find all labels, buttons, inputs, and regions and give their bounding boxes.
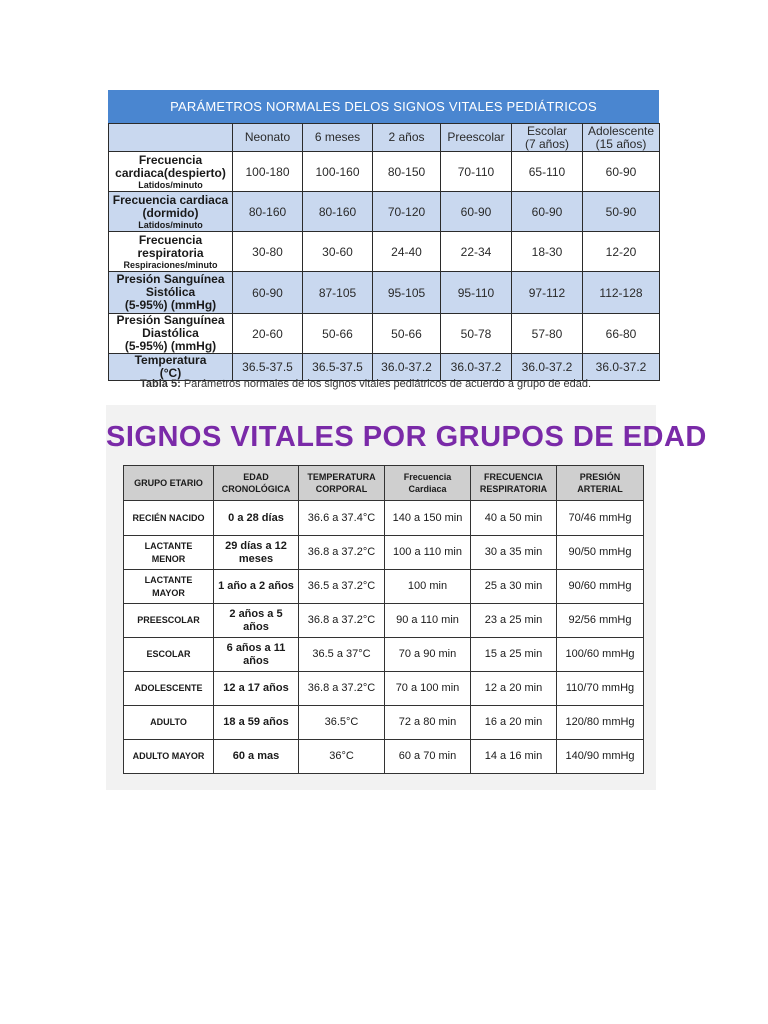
blood-pressure-cell: 90/60 mmHg <box>557 570 644 604</box>
value-cell: 100-160 <box>303 152 373 192</box>
value-cell: 100-180 <box>233 152 303 192</box>
heart-rate-cell: 70 a 100 min <box>385 672 471 706</box>
group-cell: LACTANTE MENOR <box>124 536 214 570</box>
heart-rate-cell: 100 a 110 min <box>385 536 471 570</box>
caption-label: Tabla 5: <box>140 378 181 390</box>
group-cell: ADOLESCENTE <box>124 672 214 706</box>
blood-pressure-cell: 120/80 mmHg <box>557 706 644 740</box>
table-row <box>124 536 644 570</box>
temperature-cell: 36.5°C <box>299 706 385 740</box>
value-cell: 36.0-37.2 <box>583 354 660 381</box>
param-unit: Latidos/minuto <box>138 219 203 230</box>
param-cell <box>109 354 233 381</box>
table-row <box>124 706 644 740</box>
respiratory-rate-cell: 14 a 16 min <box>471 740 557 774</box>
blood-pressure-cell: 92/56 mmHg <box>557 604 644 638</box>
blood-pressure-cell: 140/90 mmHg <box>557 740 644 774</box>
caption-text: Parámetros normales de los signos vitales pediátricos de acuerdo a grupo de edad. <box>180 378 592 390</box>
header-cell: PRESIÓN ARTERIAL <box>557 466 644 501</box>
value-cell: 60-90 <box>512 192 583 232</box>
age-cell: 18 a 59 años <box>214 706 299 740</box>
value-cell: 22-34 <box>441 232 512 272</box>
value-cell: 12-20 <box>583 232 660 272</box>
value-cell: 36.0-37.2 <box>373 354 441 381</box>
header-cell <box>109 124 233 152</box>
value-cell: 65-110 <box>512 152 583 192</box>
param-name: Presión Sanguínea Diastólica (5-95%) (mmHg) <box>116 313 225 353</box>
temperature-cell: 36.8 a 37.2°C <box>299 604 385 638</box>
table-row <box>109 354 660 381</box>
temperature-cell: 36.5 a 37°C <box>299 638 385 672</box>
param-cell <box>109 192 233 232</box>
value-cell: 30-60 <box>303 232 373 272</box>
respiratory-rate-cell: 15 a 25 min <box>471 638 557 672</box>
value-cell: 20-60 <box>233 314 303 354</box>
group-cell: ADULTO MAYOR <box>124 740 214 774</box>
header-cell: GRUPO ETARIO <box>124 466 214 501</box>
group-cell: ESCOLAR <box>124 638 214 672</box>
value-cell: 36.5-37.5 <box>303 354 373 381</box>
respiratory-rate-cell: 12 a 20 min <box>471 672 557 706</box>
age-cell: 29 días a 12 meses <box>214 536 299 570</box>
value-cell: 97-112 <box>512 272 583 314</box>
heart-rate-cell: 100 min <box>385 570 471 604</box>
value-cell: 95-105 <box>373 272 441 314</box>
header-cell: FRECUENCIA RESPIRATORIA <box>471 466 557 501</box>
heart-rate-cell: 72 a 80 min <box>385 706 471 740</box>
value-cell: 87-105 <box>303 272 373 314</box>
value-cell: 80-160 <box>303 192 373 232</box>
heart-rate-cell: 90 a 110 min <box>385 604 471 638</box>
param-unit: Respiraciones/minuto <box>123 259 218 270</box>
value-cell: 24-40 <box>373 232 441 272</box>
table-row <box>109 152 660 192</box>
param-name: Frecuencia cardiaca(despierto) <box>115 152 226 180</box>
table-row <box>109 314 660 354</box>
value-cell: 70-120 <box>373 192 441 232</box>
group-cell: LACTANTE MAYOR <box>124 570 214 604</box>
age-cell: 2 años a 5 años <box>214 604 299 638</box>
temperature-cell: 36°C <box>299 740 385 774</box>
value-cell: 57-80 <box>512 314 583 354</box>
age-groups-panel <box>106 405 707 790</box>
group-cell: ADULTO <box>124 706 214 740</box>
value-cell: 80-150 <box>373 152 441 192</box>
value-cell: 50-90 <box>583 192 660 232</box>
value-cell: 50-66 <box>373 314 441 354</box>
group-cell: PREESCOLAR <box>124 604 214 638</box>
value-cell: 60-90 <box>233 272 303 314</box>
param-cell <box>109 232 233 272</box>
temperature-cell: 36.5 a 37.2°C <box>299 570 385 604</box>
blood-pressure-cell: 100/60 mmHg <box>557 638 644 672</box>
table-row <box>124 740 644 774</box>
table-row <box>124 570 644 604</box>
blood-pressure-cell: 110/70 mmHg <box>557 672 644 706</box>
table-row <box>124 501 644 536</box>
header-cell: 2 años <box>373 124 441 152</box>
respiratory-rate-cell: 40 a 50 min <box>471 501 557 536</box>
param-cell <box>109 272 233 314</box>
header-cell: 6 meses <box>303 124 373 152</box>
age-groups-header-row <box>124 466 644 501</box>
value-cell: 80-160 <box>233 192 303 232</box>
age-groups-table <box>123 465 644 774</box>
value-cell: 30-80 <box>233 232 303 272</box>
value-cell: 50-78 <box>441 314 512 354</box>
param-name: Temperatura (°C) <box>134 353 207 380</box>
age-cell: 12 a 17 años <box>214 672 299 706</box>
value-cell: 50-66 <box>303 314 373 354</box>
table-row <box>109 272 660 314</box>
blood-pressure-cell: 90/50 mmHg <box>557 536 644 570</box>
table-row <box>124 638 644 672</box>
header-cell: Adolescente (15 años) <box>583 124 660 152</box>
table-row <box>124 672 644 706</box>
age-groups-title: SIGNOS VITALES POR GRUPOS DE EDAD <box>106 421 707 453</box>
age-cell: 1 año a 2 años <box>214 570 299 604</box>
value-cell: 18-30 <box>512 232 583 272</box>
heart-rate-cell: 140 a 150 min <box>385 501 471 536</box>
value-cell: 66-80 <box>583 314 660 354</box>
table-caption <box>140 378 591 390</box>
group-cell: RECIÉN NACIDO <box>124 501 214 536</box>
age-cell: 0 a 28 días <box>214 501 299 536</box>
header-cell: TEMPERATURA CORPORAL <box>299 466 385 501</box>
temperature-cell: 36.8 a 37.2°C <box>299 672 385 706</box>
pediatric-table-title: PARÁMETROS NORMALES DELOS SIGNOS VITALES PEDIÁTRICOS <box>108 90 659 123</box>
param-cell <box>109 152 233 192</box>
respiratory-rate-cell: 16 a 20 min <box>471 706 557 740</box>
param-name: Presión Sanguínea Sistólica (5-95%) (mmHg) <box>116 272 225 312</box>
value-cell: 60-90 <box>583 152 660 192</box>
header-cell: Neonato <box>233 124 303 152</box>
temperature-cell: 36.6 a 37.4°C <box>299 501 385 536</box>
value-cell: 36.0-37.2 <box>441 354 512 381</box>
table-row <box>124 604 644 638</box>
param-unit: Latidos/minuto <box>138 179 203 190</box>
respiratory-rate-cell: 23 a 25 min <box>471 604 557 638</box>
blood-pressure-cell: 70/46 mmHg <box>557 501 644 536</box>
param-name: Frecuencia respiratoria <box>137 232 204 260</box>
pediatric-table-grid <box>108 123 660 381</box>
value-cell: 112-128 <box>583 272 660 314</box>
value-cell: 60-90 <box>441 192 512 232</box>
respiratory-rate-cell: 25 a 30 min <box>471 570 557 604</box>
header-cell: Escolar (7 años) <box>512 124 583 152</box>
table-row <box>109 232 660 272</box>
header-cell: Preescolar <box>441 124 512 152</box>
param-name: Frecuencia cardiaca (dormido) <box>112 192 229 220</box>
value-cell: 70-110 <box>441 152 512 192</box>
param-cell <box>109 314 233 354</box>
value-cell: 36.5-37.5 <box>233 354 303 381</box>
table-row <box>109 192 660 232</box>
heart-rate-cell: 60 a 70 min <box>385 740 471 774</box>
age-cell: 60 a mas <box>214 740 299 774</box>
value-cell: 95-110 <box>441 272 512 314</box>
pediatric-table-header-row <box>109 124 660 152</box>
respiratory-rate-cell: 30 a 35 min <box>471 536 557 570</box>
age-cell: 6 años a 11 años <box>214 638 299 672</box>
temperature-cell: 36.8 a 37.2°C <box>299 536 385 570</box>
pediatric-vitals-table <box>108 90 659 381</box>
heart-rate-cell: 70 a 90 min <box>385 638 471 672</box>
header-cell: Frecuencia Cardiaca <box>385 466 471 501</box>
header-cell: EDAD CRONOLÓGICA <box>214 466 299 501</box>
value-cell: 36.0-37.2 <box>512 354 583 381</box>
